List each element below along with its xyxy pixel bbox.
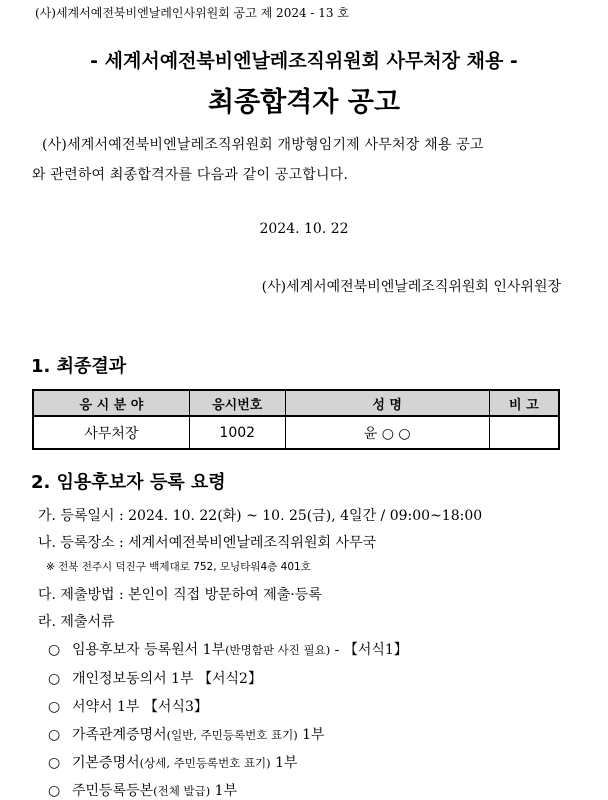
registration-place: 나. 등록장소 : 세계서예전북비엔날레조직위원회 사무국 xyxy=(38,535,377,551)
bullet-icon: ○ xyxy=(48,755,61,771)
bullet-icon: ○ xyxy=(48,699,61,715)
column-header-remarks: 비 고 xyxy=(489,390,559,416)
document-tail: 1부 xyxy=(210,783,238,799)
document-item xyxy=(48,696,208,716)
notice-subtitle: - 세계서예전북비엔날레조직위원회 사무처장 채용 - xyxy=(90,50,518,72)
document-item xyxy=(48,752,298,772)
document-tail: 1부 xyxy=(270,755,298,771)
document-item xyxy=(48,724,325,744)
bullet-icon: ○ xyxy=(48,671,61,687)
document-main: 기본증명서 xyxy=(72,755,140,771)
registration-period: 가. 등록일시 : 2024. 10. 22(화) ~ 10. 25(금), 4일간 / 09:00~18:00 xyxy=(38,508,483,524)
document-item xyxy=(48,639,408,659)
document-main: 주민등록등본 xyxy=(72,783,154,799)
document-note: (반명함판 사진 필요) xyxy=(225,643,331,657)
cell-field: 사무처장 xyxy=(33,416,189,449)
address-note: ※ 전북 전주시 덕진구 백제대로 752, 모닝타워4층 401호 xyxy=(46,561,311,573)
section-heading-registration: 2. 임용후보자 등록 요령 xyxy=(31,472,226,493)
notice-title: 최종합격자 공고 xyxy=(208,87,400,118)
document-note: (상세, 주민등록번호 표기) xyxy=(139,756,271,770)
column-header-field: 응 시 분 야 xyxy=(33,390,189,416)
document-main: 개인정보동의서 1부 【서식2】 xyxy=(72,671,262,687)
document-note: (일반, 주민등록번호 표기) xyxy=(166,728,298,742)
document-item xyxy=(48,780,237,800)
document-tail: - 【서식1】 xyxy=(330,642,408,658)
intro-line-1: (사)세계서예전북비엔날레조직위원회 개방형임기제 사무처장 채용 공고 xyxy=(42,137,484,153)
cell-remarks xyxy=(489,416,559,449)
bullet-icon: ○ xyxy=(48,727,61,743)
submission-method: 다. 제출방법 : 본인이 직접 방문하여 제출·등록 xyxy=(38,587,322,603)
cell-name: 윤 ○ ○ xyxy=(285,416,489,449)
document-note: (전체 발급) xyxy=(153,784,211,798)
document-main: 임용후보자 등록원서 1부 xyxy=(72,642,226,658)
column-header-number: 응시번호 xyxy=(189,390,285,416)
final-result-table xyxy=(32,389,560,450)
table-row xyxy=(33,416,559,449)
notice-date: 2024. 10. 22 xyxy=(259,221,349,237)
bullet-icon: ○ xyxy=(48,642,61,658)
documents-heading: 라. 제출서류 xyxy=(38,614,115,630)
section-heading-final-result: 1. 최종결과 xyxy=(31,356,127,377)
table-header-row xyxy=(33,390,559,416)
document-main: 가족관계증명서 xyxy=(72,727,167,743)
bullet-icon: ○ xyxy=(48,783,61,799)
cell-number: 1002 xyxy=(189,416,285,449)
signer: (사)세계서예전북비엔날레조직위원회 인사위원장 xyxy=(261,279,561,295)
document-item xyxy=(48,668,262,688)
column-header-name: 성 명 xyxy=(285,390,489,416)
document-tail: 1부 xyxy=(297,727,325,743)
document-main: 서약서 1부 【서식3】 xyxy=(72,699,208,715)
notice-number: (사)세계서예전북비엔날레인사위원회 공고 제 2024 - 13 호 xyxy=(35,6,349,20)
intro-line-2: 와 관련하여 최종합격자를 다음과 같이 공고합니다. xyxy=(32,167,349,183)
